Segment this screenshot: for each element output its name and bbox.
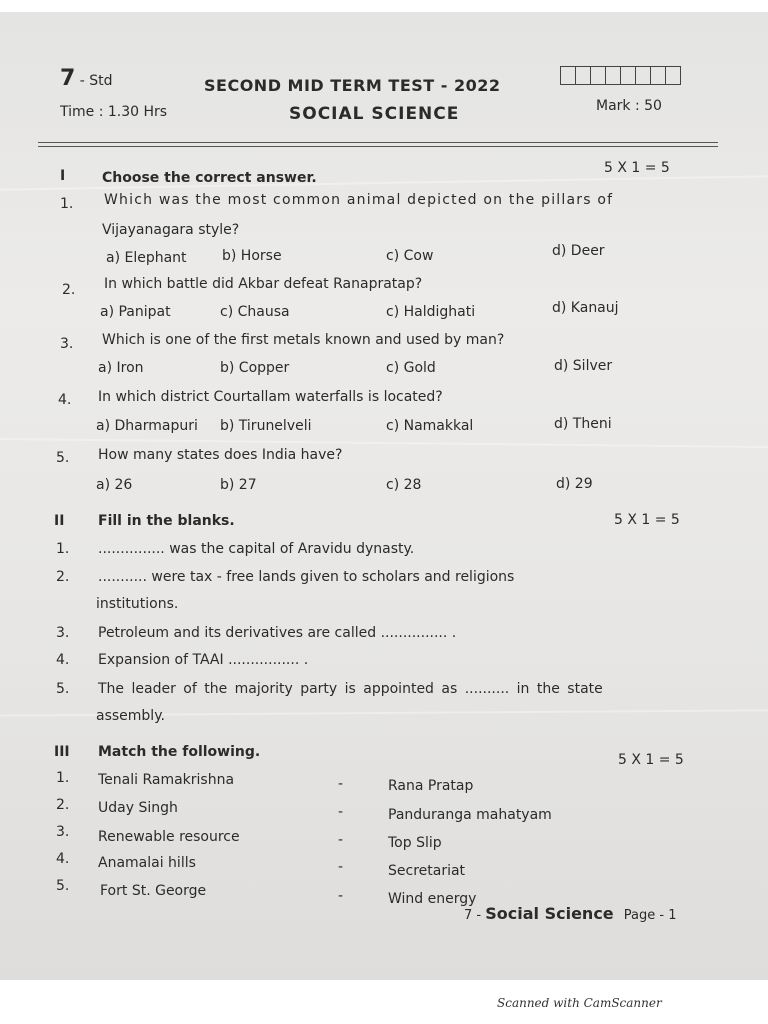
section-title: Match the following. xyxy=(98,744,261,760)
question-text: Which was the most common animal depicted on the pillars of xyxy=(104,192,614,208)
question-number: 2. xyxy=(62,282,76,298)
question-number: 3. xyxy=(60,336,74,352)
footer-page: Page - 1 xyxy=(623,908,677,923)
match-dash: - xyxy=(338,888,344,904)
blank-text: Petroleum and its derivatives are called ............... . xyxy=(98,625,457,641)
section-number: II xyxy=(54,513,65,529)
section-score: 5 X 1 = 5 xyxy=(604,160,670,176)
section-score: 5 X 1 = 5 xyxy=(614,512,680,528)
match-left: Uday Singh xyxy=(98,800,178,816)
standard-label xyxy=(60,66,113,91)
option-b: b) 27 xyxy=(220,477,257,493)
blank-number: 3. xyxy=(56,625,70,641)
match-number: 4. xyxy=(56,851,70,867)
header-divider xyxy=(38,142,718,143)
option-c: c) Haldighati xyxy=(386,304,476,320)
match-dash: - xyxy=(338,804,344,820)
option-a: a) Elephant xyxy=(106,250,187,266)
match-dash: - xyxy=(338,859,344,875)
match-dash: - xyxy=(338,776,344,792)
register-box xyxy=(606,67,621,84)
option-b: b) Tirunelveli xyxy=(220,418,312,434)
total-marks: Mark : 50 xyxy=(596,98,662,114)
register-box xyxy=(651,67,666,84)
register-number-boxes xyxy=(560,66,681,85)
question-text: How many states does India have? xyxy=(98,447,343,463)
match-left: Tenali Ramakrishna xyxy=(98,772,235,788)
match-right: Secretariat xyxy=(388,863,466,879)
option-c: c) 28 xyxy=(386,477,422,493)
match-left: Renewable resource xyxy=(98,829,240,845)
option-a: a) Iron xyxy=(98,360,144,376)
match-right: Wind energy xyxy=(388,891,477,907)
question-text: In which district Courtallam waterfalls is located? xyxy=(98,389,443,405)
option-d: d) Kanauj xyxy=(552,300,619,316)
option-d: d) Deer xyxy=(552,243,605,259)
option-b: c) Chausa xyxy=(220,304,290,320)
blank-number: 4. xyxy=(56,652,70,668)
match-left: Fort St. George xyxy=(100,883,207,899)
option-b: b) Horse xyxy=(222,248,282,264)
question-text: In which battle did Akbar defeat Ranapratap? xyxy=(104,276,423,292)
blank-number: 5. xyxy=(56,681,70,697)
option-d: d) Theni xyxy=(554,416,612,432)
blank-text-continued: institutions. xyxy=(96,596,179,612)
standard-suffix: - Std xyxy=(79,73,113,89)
match-right: Top Slip xyxy=(388,835,442,851)
page-footer xyxy=(464,904,677,923)
register-box xyxy=(621,67,636,84)
section-number: III xyxy=(54,744,70,760)
blank-number: 1. xyxy=(56,541,70,557)
option-b: b) Copper xyxy=(220,360,290,376)
question-text: Which is one of the first metals known and used by man? xyxy=(102,332,505,348)
match-right: Rana Pratap xyxy=(388,778,474,794)
section-number: I xyxy=(60,168,66,184)
section-title: Fill in the blanks. xyxy=(98,513,235,529)
blank-number: 2. xyxy=(56,569,70,585)
question-number: 4. xyxy=(58,392,72,408)
option-d: d) 29 xyxy=(556,476,593,492)
register-box xyxy=(561,67,576,84)
question-number: 5. xyxy=(56,450,70,466)
time-duration: Time : 1.30 Hrs xyxy=(60,104,168,120)
blank-text: The leader of the majority party is appointed as .......... in the state xyxy=(98,681,603,697)
blank-text: Expansion of TAAI ................ . xyxy=(98,652,309,668)
section-title: Choose the correct answer. xyxy=(102,170,317,186)
register-box xyxy=(591,67,606,84)
option-c: c) Namakkal xyxy=(386,418,474,434)
test-title: SECOND MID TERM TEST - 2022 xyxy=(204,76,501,95)
footer-subject: Social Science xyxy=(485,904,614,923)
blank-text: ........... were tax - free lands given to scholars and religions xyxy=(98,569,515,585)
option-c: c) Cow xyxy=(386,248,434,264)
register-box xyxy=(636,67,651,84)
match-dash: - xyxy=(338,832,344,848)
match-number: 3. xyxy=(56,824,70,840)
blank-text-continued: assembly. xyxy=(96,708,165,724)
scanner-watermark: Scanned with CamScanner xyxy=(497,996,662,1010)
subject-title: SOCIAL SCIENCE xyxy=(289,104,460,124)
section-score: 5 X 1 = 5 xyxy=(618,752,684,768)
match-right: Panduranga mahatyam xyxy=(388,807,552,823)
blank-text: ............... was the capital of Aravidu dynasty. xyxy=(98,541,415,557)
option-c: c) Gold xyxy=(386,360,436,376)
register-box xyxy=(666,67,680,84)
question-number: 1. xyxy=(60,196,74,212)
match-number: 2. xyxy=(56,797,70,813)
match-left: Anamalai hills xyxy=(98,855,196,871)
option-a: a) Panipat xyxy=(100,304,171,320)
footer-class: 7 - xyxy=(464,908,482,923)
standard-number: 7 xyxy=(60,66,76,91)
question-text-continued: Vijayanagara style? xyxy=(102,222,240,238)
header-divider xyxy=(38,146,718,147)
option-a: a) 26 xyxy=(96,477,133,493)
match-number: 1. xyxy=(56,770,70,786)
option-a: a) Dharmapuri xyxy=(96,418,198,434)
option-d: d) Silver xyxy=(554,358,613,374)
register-box xyxy=(576,67,591,84)
match-number: 5. xyxy=(56,878,70,894)
